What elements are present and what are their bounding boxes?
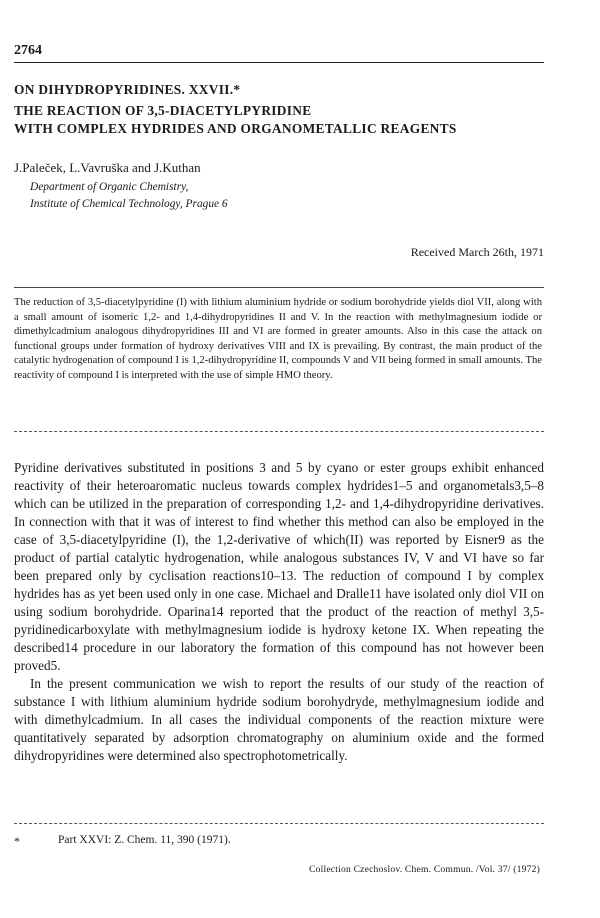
affiliation-department: Department of Organic Chemistry, (30, 181, 189, 193)
received-date: Received March 26th, 1971 (410, 245, 544, 259)
footnote-mark: * (14, 834, 20, 848)
authors: J.Paleček, L.Vavruška and J.Kuthan (14, 160, 201, 175)
footnote: Part XXVI: Z. Chem. 11, 390 (1971). (58, 834, 231, 846)
abstract: The reduction of 3,5-diacetylpyridine (I) with lithium aluminium hydride or sodium borohydride yields diol VII, along with a small amount of isomeric 1,2- and 1,4-dihydropyridines II and V. In the reaction with methylmagnesium iodide or dimethylcadmium analogous dihydropyridines III and VI are formed in greater amounts. Also in this case the attack on functional groups under formation of hydroxy derivatives VIII and IX is prevailing. By contrast, the main product of the catalytic hydrogenation of compound I is 1,2-dihydropyridine II, compounds V and VII being formed in small amounts. The reactivity of compound I is interpreted with the use of simple HMO theory. (14, 297, 542, 381)
page-number: 2764 (14, 43, 42, 58)
body-paragraph-2: In the present communication we wish to report the results of our study of the reaction of substance I with lithium aluminium hydride sodium borohydryde, methylmagnesium iodide and with dimethylcadmium. In all cases the individual components of the reaction mixture were quantitatively separated by adsorption chromatography on aluminium oxide and the formed dihydropyridines were determined also spectrophotometrically. (14, 676, 544, 763)
affiliation-institute: Institute of Chemical Technology, Prague 6 (30, 198, 228, 210)
journal-footer: Collection Czechoslov. Chem. Commun. /Vol. 37/ (1972) (309, 864, 540, 875)
series-title: ON DIHYDROPYRIDINES. XXVII.* (14, 82, 241, 97)
article-title-line-2: WITH COMPLEX HYDRIDES AND ORGANOMETALLIC REAGENTS (14, 121, 457, 136)
abstract-top-rule (14, 287, 544, 288)
body-text (14, 459, 544, 765)
body-paragraph-1: Pyridine derivatives substituted in positions 3 and 5 by cyano or ester groups exhibit enhanced reactivity of their heteroaromatic nucleus towards complex hydrides1–5 and organometals3,5–8 which can be utilized in the preparation of corresponding 1,2- and 1,4-dihydropyridine derivatives. In connection with that it was of interest to find whether this method can also be employed in the case of 3,5-diacetylpyridine (I), the 1,2-derivative of which(II) was reported by Eisner9 as the product of partial catalytic hydrogenation, while analogous substances IV, V and VI have so far been prepared only by cyclisation reactions10–13. The reduction of compound I by complex hydrides has as yet been used only in one case. Michael and Dralle11 have isolated only diol VII on using sodium borohydride. Oparina14 reported that the product of the reaction of methyl 3,5-pyridinedicarboxylate with methylmagnesium iodide is hydroxy ketone IX. When repeating the described14 procedure in our laboratory the formation of this compound has not however been proved5. (14, 460, 544, 673)
article-title-line-1: THE REACTION OF 3,5-DIACETYLPYRIDINE (14, 103, 312, 118)
header-rule (14, 62, 544, 63)
footnote-rule (14, 823, 544, 824)
abstract-bottom-rule (14, 431, 544, 432)
